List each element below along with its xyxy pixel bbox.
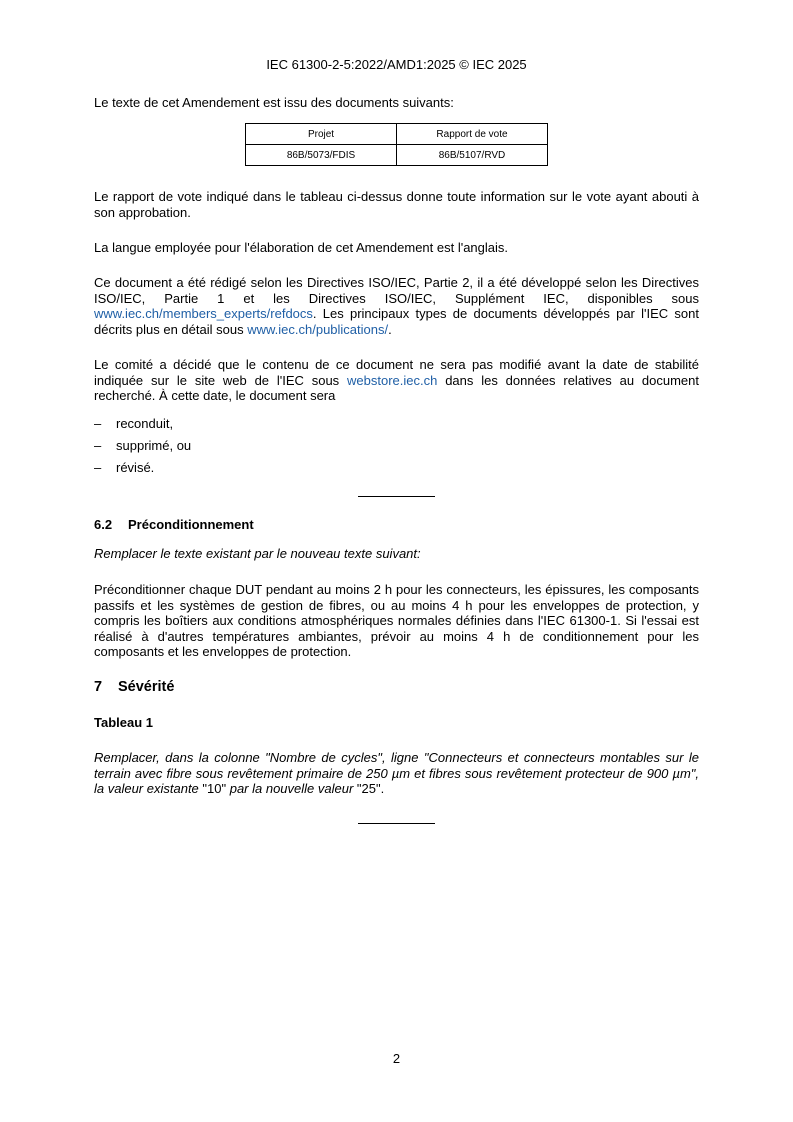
intro-text: Le texte de cet Amendement est issu des documents suivants:: [94, 95, 454, 110]
table-header-rapport: Rapport de vote: [397, 124, 548, 145]
instruction-italic-2: par la nouvelle valeur: [226, 781, 357, 796]
separator-rule: [358, 823, 435, 824]
directives-paragraph: [94, 275, 699, 337]
stability-text-2: dans les données relatives au document recherché. À cette date, le document sera: [94, 372, 699, 403]
old-value: "10": [202, 781, 227, 796]
instruction-end: .: [380, 781, 385, 796]
vote-text: Le rapport de vote indiqué dans le tableau ci-dessus donne toute information sur le vote ayant abouti à son approbation.: [94, 189, 699, 220]
dash-bullet: –: [94, 416, 102, 431]
stability-paragraph: [94, 357, 699, 404]
list-item: [94, 416, 173, 431]
table-cell-fdis: 86B/5073/FDIS: [246, 145, 397, 166]
separator-rule: [358, 496, 435, 497]
section-7-heading: [94, 679, 174, 695]
list-item: [94, 460, 154, 475]
new-value: "25": [356, 781, 381, 796]
list-item: [94, 438, 191, 453]
table-1-instruction-text: [94, 750, 699, 797]
language-paragraph: [94, 240, 699, 256]
section-title: Sévérité: [118, 679, 175, 695]
table-1-heading: Tableau 1: [94, 715, 154, 730]
stability-text-1: Le comité a décidé que le contenu de ce document ne sera pas modifié avant la date de stabilité indiquée sur le site web de l'IEC sous: [94, 357, 699, 388]
list-item-text: reconduit,: [116, 416, 174, 431]
instruction-italic-1: Remplacer, dans la colonne "Nombre de cycles", ligne "Connecteurs et connecteurs montables sur le terrain avec fibre sous revêtement primaire de 250 µm et fibres sous revêtement protecteur de 900 µm", la valeur existante: [94, 750, 699, 796]
language-text: La langue employée pour l'élaboration de cet Amendement est l'anglais.: [94, 240, 509, 255]
section-7-instruction: [94, 750, 699, 797]
table-row: [246, 145, 548, 166]
publications-link[interactable]: www.iec.ch/publications/: [247, 321, 389, 337]
section-title: Préconditionnement: [128, 517, 254, 532]
page-header: IEC 61300-2-5:2022/AMD1:2025 © IEC 2025: [266, 57, 527, 72]
directives-text-1: Ce document a été rédigé selon les Directives ISO/IEC, Partie 2, il a été développé selon les Directives ISO/IEC, Partie 1 et les Directives ISO/IEC, Supplément IEC, disponibles sous: [94, 275, 699, 306]
list-item-text: révisé.: [116, 460, 155, 475]
preconditioning-text: Préconditionner chaque DUT pendant au moins 2 h pour les connecteurs, les épissures, les composants passifs et les systèmes de gestion de fibres, ou au moins 4 h pour les enveloppes de protection, y compris les boîtiers aux conditions atmosphériques normales définies dans l'IEC 61300-1. Si l'essai est réalisé à d'autres températures ambiantes, prévoir au moins 4 h de conditionnement pour les composants et les enveloppes de protection.: [94, 582, 699, 659]
webstore-link[interactable]: webstore.iec.ch: [347, 372, 438, 388]
dash-bullet: –: [94, 460, 102, 475]
directives-text: [94, 275, 699, 337]
section-number: 7: [94, 679, 103, 695]
section-6-2-heading: [94, 517, 254, 532]
directives-text-3: .: [388, 321, 392, 337]
section-6-2-instruction: [94, 546, 699, 562]
list-item-text: supprimé, ou: [116, 438, 192, 453]
table-header-projet: Projet: [246, 124, 397, 145]
vote-paragraph: [94, 189, 699, 220]
instruction-text: Remplacer le texte existant par le nouveau texte suivant:: [94, 546, 421, 561]
page-number: 2: [392, 1051, 401, 1066]
section-6-2-body: [94, 582, 699, 660]
stability-text: [94, 357, 699, 404]
directives-text-2: . Les principaux types de documents développés par l'IEC sont décrits plus en détail sous: [94, 306, 699, 337]
voting-table: [245, 123, 548, 166]
intro-paragraph: [94, 95, 699, 111]
section-number: 6.2: [94, 517, 113, 532]
refdocs-link[interactable]: www.iec.ch/members_experts/refdocs: [94, 306, 313, 321]
table-cell-rvd: 86B/5107/RVD: [397, 145, 548, 166]
table-header-row: [246, 124, 548, 145]
dash-bullet: –: [94, 438, 102, 453]
